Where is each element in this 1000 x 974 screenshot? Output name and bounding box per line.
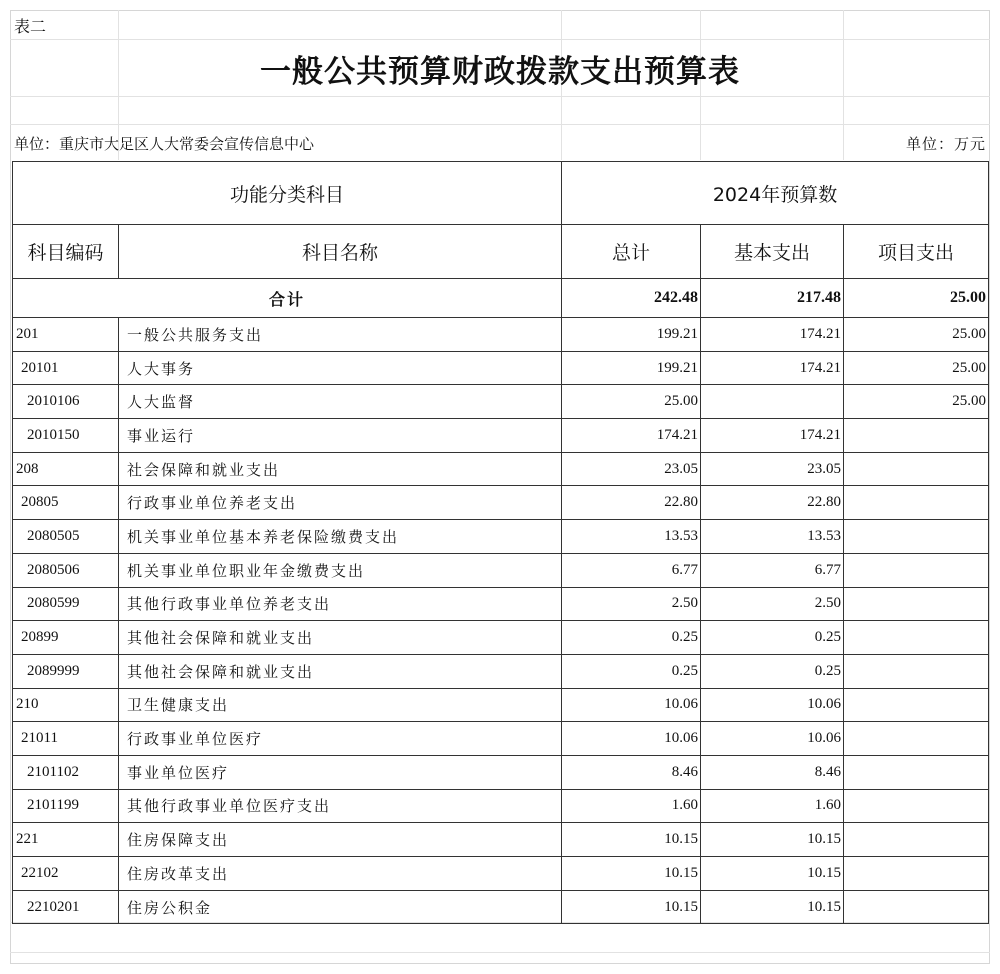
row-code: 2210201: [13, 890, 119, 924]
table-row: [13, 823, 989, 857]
header-budget-year: 2024年预算数: [562, 162, 989, 225]
table-row: [13, 722, 989, 756]
table-row: [13, 755, 989, 789]
header-function-category: 功能分类科目: [13, 162, 562, 225]
row-project: [844, 823, 989, 857]
table-row: [13, 351, 989, 385]
table-row: [13, 520, 989, 554]
total-row: [13, 279, 989, 318]
row-name: 卫生健康支出: [119, 688, 562, 722]
table-row: [13, 789, 989, 823]
row-name: 机关事业单位基本养老保险缴费支出: [119, 520, 562, 554]
row-basic: 22.80: [701, 486, 844, 520]
row-project: [844, 890, 989, 924]
row-name: 其他行政事业单位养老支出: [119, 587, 562, 621]
row-total: 10.06: [562, 722, 701, 756]
row-total: 199.21: [562, 318, 701, 352]
row-name: 人大事务: [119, 351, 562, 385]
row-basic: 0.25: [701, 621, 844, 655]
row-basic: 174.21: [701, 351, 844, 385]
row-total: 199.21: [562, 351, 701, 385]
row-basic: 8.46: [701, 755, 844, 789]
row-total: 10.06: [562, 688, 701, 722]
page-title: 一般公共预算财政拨款支出预算表: [260, 54, 740, 90]
row-name: 社会保障和就业支出: [119, 452, 562, 486]
grid-line: [10, 952, 990, 953]
row-basic: 10.15: [701, 890, 844, 924]
table-row: [13, 688, 989, 722]
row-basic: 13.53: [701, 520, 844, 554]
header-basic: 基本支出: [701, 225, 844, 279]
row-basic: 1.60: [701, 789, 844, 823]
table-row: [13, 621, 989, 655]
row-total: 25.00: [562, 385, 701, 419]
row-total: 0.25: [562, 654, 701, 688]
row-code: 210: [13, 688, 119, 722]
row-code: 20805: [13, 486, 119, 520]
row-total: 0.25: [562, 621, 701, 655]
row-project: [844, 553, 989, 587]
row-basic: [701, 385, 844, 419]
header-code: 科目编码: [13, 225, 119, 279]
row-total: 10.15: [562, 890, 701, 924]
row-project: 25.00: [844, 385, 989, 419]
row-code: 21011: [13, 722, 119, 756]
row-code: 2101102: [13, 755, 119, 789]
row-project: [844, 419, 989, 453]
row-basic: 2.50: [701, 587, 844, 621]
row-name: 住房改革支出: [119, 857, 562, 891]
row-total: 6.77: [562, 553, 701, 587]
header-total: 总计: [562, 225, 701, 279]
organization-unit: 单位：重庆市大足区人大常委会宣传信息中心: [14, 135, 315, 153]
row-total: 10.15: [562, 857, 701, 891]
row-name: 一般公共服务支出: [119, 318, 562, 352]
row-project: [844, 688, 989, 722]
row-basic: 10.06: [701, 722, 844, 756]
header-column-row: [13, 225, 989, 279]
row-project: 25.00: [844, 318, 989, 352]
table-row: [13, 318, 989, 352]
row-name: 其他社会保障和就业支出: [119, 654, 562, 688]
row-name: 其他社会保障和就业支出: [119, 621, 562, 655]
row-name: 人大监督: [119, 385, 562, 419]
row-total: 23.05: [562, 452, 701, 486]
row-name: 住房保障支出: [119, 823, 562, 857]
row-project: [844, 621, 989, 655]
row-total: 22.80: [562, 486, 701, 520]
currency-unit: 单位：万元: [905, 135, 986, 153]
row-code: 221: [13, 823, 119, 857]
row-basic: 174.21: [701, 419, 844, 453]
row-basic: 10.15: [701, 857, 844, 891]
row-basic: 23.05: [701, 452, 844, 486]
header-project: 项目支出: [844, 225, 989, 279]
total-basic: 217.48: [701, 279, 844, 318]
row-name: 行政事业单位养老支出: [119, 486, 562, 520]
row-basic: 174.21: [701, 318, 844, 352]
row-project: [844, 857, 989, 891]
row-code: 20101: [13, 351, 119, 385]
table-row: [13, 587, 989, 621]
grid-line: [10, 39, 990, 40]
row-name: 行政事业单位医疗: [119, 722, 562, 756]
row-basic: 10.15: [701, 823, 844, 857]
row-project: [844, 755, 989, 789]
row-total: 2.50: [562, 587, 701, 621]
row-project: [844, 520, 989, 554]
table-row: [13, 857, 989, 891]
total-label: 合计: [13, 279, 562, 318]
total-amount: 242.48: [562, 279, 701, 318]
row-total: 8.46: [562, 755, 701, 789]
row-name: 机关事业单位职业年金缴费支出: [119, 553, 562, 587]
row-name: 其他行政事业单位医疗支出: [119, 789, 562, 823]
row-project: [844, 789, 989, 823]
row-basic: 0.25: [701, 654, 844, 688]
table-row: [13, 486, 989, 520]
row-total: 13.53: [562, 520, 701, 554]
table-row: [13, 890, 989, 924]
row-code: 2080505: [13, 520, 119, 554]
grid-line: [10, 124, 990, 125]
row-code: 2080599: [13, 587, 119, 621]
row-total: 1.60: [562, 789, 701, 823]
table-row: [13, 385, 989, 419]
row-total: 174.21: [562, 419, 701, 453]
table-row: [13, 553, 989, 587]
row-project: 25.00: [844, 351, 989, 385]
budget-table: [12, 161, 989, 924]
grid-line: [10, 96, 990, 97]
row-basic: 6.77: [701, 553, 844, 587]
row-name: 事业运行: [119, 419, 562, 453]
row-project: [844, 722, 989, 756]
row-project: [844, 587, 989, 621]
row-project: [844, 486, 989, 520]
row-project: [844, 452, 989, 486]
row-code: 22102: [13, 857, 119, 891]
row-project: [844, 654, 989, 688]
header-group-row: [13, 162, 989, 225]
total-project: 25.00: [844, 279, 989, 318]
table-row: [13, 452, 989, 486]
row-total: 10.15: [562, 823, 701, 857]
table-row: [13, 654, 989, 688]
header-name: 科目名称: [119, 225, 562, 279]
row-code: 208: [13, 452, 119, 486]
table-number-label: 表二: [14, 17, 47, 36]
row-code: 2010106: [13, 385, 119, 419]
row-name: 事业单位医疗: [119, 755, 562, 789]
table-row: [13, 419, 989, 453]
row-code: 201: [13, 318, 119, 352]
row-basic: 10.06: [701, 688, 844, 722]
row-code: 2010150: [13, 419, 119, 453]
row-code: 2101199: [13, 789, 119, 823]
row-code: 2089999: [13, 654, 119, 688]
row-code: 2080506: [13, 553, 119, 587]
row-name: 住房公积金: [119, 890, 562, 924]
row-code: 20899: [13, 621, 119, 655]
